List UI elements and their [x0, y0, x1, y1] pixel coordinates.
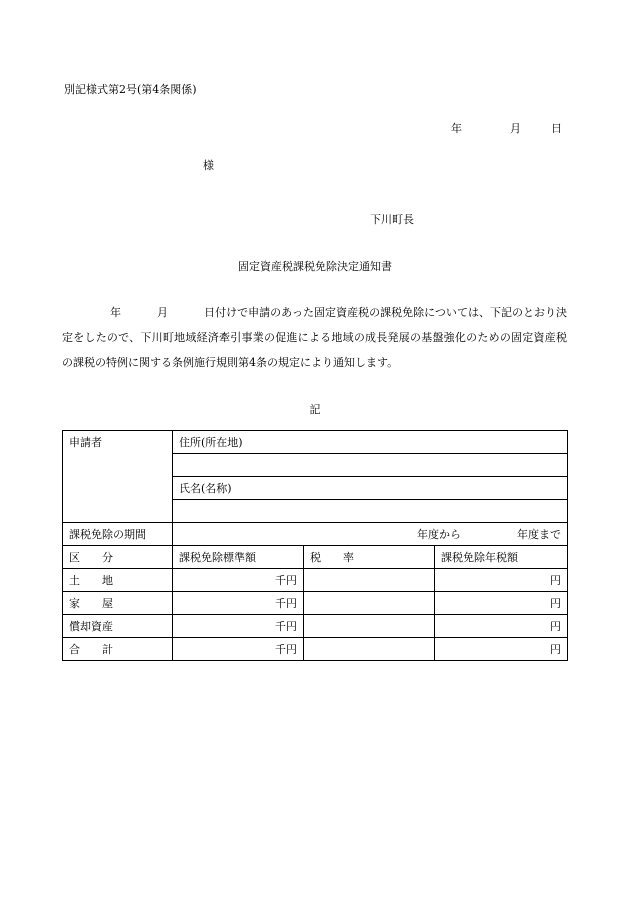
addressee: 様	[203, 159, 214, 172]
row-amount-field[interactable]: 円	[435, 592, 568, 615]
issuer: 下川町長	[370, 213, 414, 226]
period-label: 課税免除の期間	[63, 523, 173, 546]
ki-label: 記	[309, 403, 321, 416]
row-category: 償却資産	[63, 615, 173, 638]
col-amount-header: 課税免除年税額	[435, 546, 568, 569]
row-amount-field[interactable]: 円	[435, 569, 568, 592]
date-year-label: 年	[451, 122, 462, 135]
table-row	[63, 615, 568, 638]
row-standard-field[interactable]: 千円	[173, 615, 304, 638]
date-line	[451, 120, 562, 136]
period-field[interactable]	[173, 523, 568, 546]
address-field[interactable]	[173, 454, 568, 477]
date-day-label: 日	[551, 122, 562, 135]
name-field[interactable]	[173, 500, 568, 523]
address-label: 住所(所在地)	[173, 431, 568, 454]
table-row	[63, 523, 568, 546]
form-label: 別記様式第2号(第4条関係)	[64, 83, 197, 96]
row-amount-field[interactable]: 円	[435, 615, 568, 638]
document-title: 固定資産税課税免除決定通知書	[238, 260, 392, 273]
row-standard-field[interactable]: 千円	[173, 638, 304, 661]
table-row	[63, 592, 568, 615]
col-rate-header: 税 率	[304, 546, 435, 569]
date-month-label: 月	[510, 122, 521, 135]
table-row	[63, 569, 568, 592]
row-rate-field[interactable]	[304, 569, 435, 592]
table-row	[63, 431, 568, 454]
row-standard-field[interactable]: 千円	[173, 569, 304, 592]
body-paragraph	[62, 300, 567, 375]
applicant-label: 申請者	[63, 431, 173, 523]
detail-table	[62, 430, 568, 661]
period-to: 年度まで	[517, 528, 561, 541]
row-rate-field[interactable]	[304, 638, 435, 661]
row-category: 合 計	[63, 638, 173, 661]
table-row	[63, 638, 568, 661]
col-category-header: 区 分	[63, 546, 173, 569]
row-amount-field[interactable]: 円	[435, 638, 568, 661]
row-rate-field[interactable]	[304, 615, 435, 638]
body-month-label: 月	[157, 306, 169, 319]
row-standard-field[interactable]: 千円	[173, 592, 304, 615]
name-label: 氏名(名称)	[173, 477, 568, 500]
row-category: 家 屋	[63, 592, 173, 615]
body-year-label: 年	[110, 306, 122, 319]
period-from: 年度から	[417, 528, 461, 541]
table-header-row	[63, 546, 568, 569]
col-standard-header: 課税免除標準額	[173, 546, 304, 569]
row-category: 土 地	[63, 569, 173, 592]
row-rate-field[interactable]	[304, 592, 435, 615]
body-text: 日付けで申請のあった固定資産税の課税免除については、下記のとおり決定をしたので、下川町地域経済牽引事業の促進による地域の成長発展の基盤強化のための固定資産税の課税の特例に関する条例施行規則第4条の規定により通知します。	[62, 306, 568, 369]
